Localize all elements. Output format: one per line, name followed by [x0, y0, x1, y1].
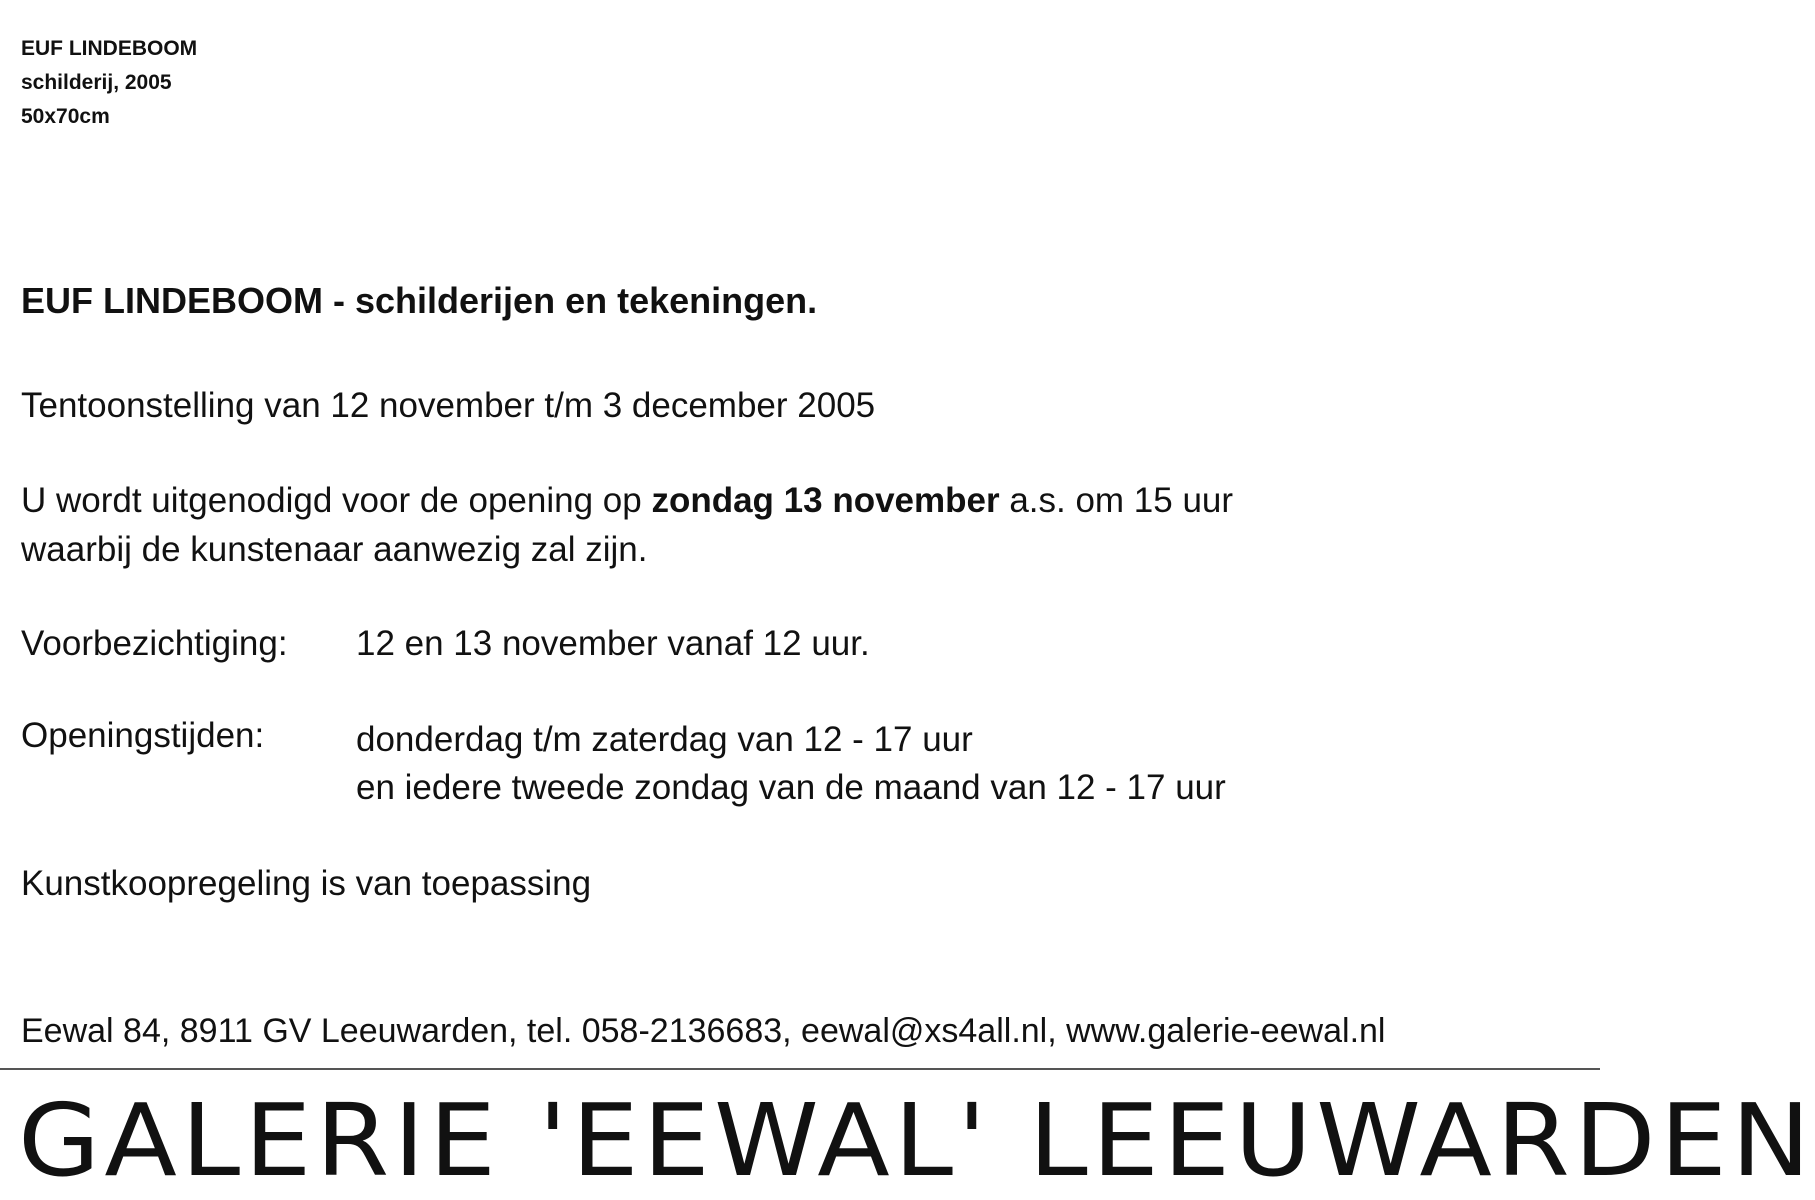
hours-line-1: donderdag t/m zaterdag van 12 - 17 uur: [356, 720, 973, 759]
preview-value: 12 en 13 november vanaf 12 uur.: [356, 624, 870, 663]
caption-dimensions: 50x70cm: [21, 105, 110, 128]
gallery-address: Eewal 84, 8911 GV Leeuwarden, tel. 058-2136683, eewal@xs4all.nl, www.galerie-eewal.nl: [21, 1012, 1386, 1050]
caption-artist: EUF LINDEBOOM: [21, 37, 198, 60]
invitation-line-1: [21, 481, 1233, 521]
exhibition-heading: [21, 280, 817, 322]
divider-line: [0, 1068, 1600, 1070]
artwork-caption: [21, 32, 197, 134]
hours-line-2: en iedere tweede zondag van de maand van 12 - 17 uur: [356, 768, 1226, 807]
invitation-line-2: waarbij de kunstenaar aanwezig zal zijn.: [21, 530, 648, 569]
invitation-after: a.s. om 15 uur: [999, 481, 1234, 520]
caption-medium-year: schilderij, 2005: [21, 71, 172, 94]
invitation-before: U wordt uitgenodigd voor de opening op: [21, 481, 652, 520]
heading-subtitle: - schilderijen en tekeningen.: [323, 280, 818, 321]
exhibition-dates: Tentoonstelling van 12 november t/m 3 december 2005: [21, 386, 876, 425]
gallery-logo: GALERIE 'EEWAL' LEEUWARDEN: [18, 1082, 1815, 1199]
hours-value: [356, 716, 1226, 812]
kunstkoop-note: Kunstkoopregeling is van toepassing: [21, 864, 592, 903]
hours-label: Openingstijden:: [21, 716, 265, 755]
heading-artist: EUF LINDEBOOM: [21, 280, 323, 321]
invitation-date: zondag 13 november: [651, 481, 1000, 520]
preview-label: Voorbezichtiging:: [21, 624, 288, 663]
